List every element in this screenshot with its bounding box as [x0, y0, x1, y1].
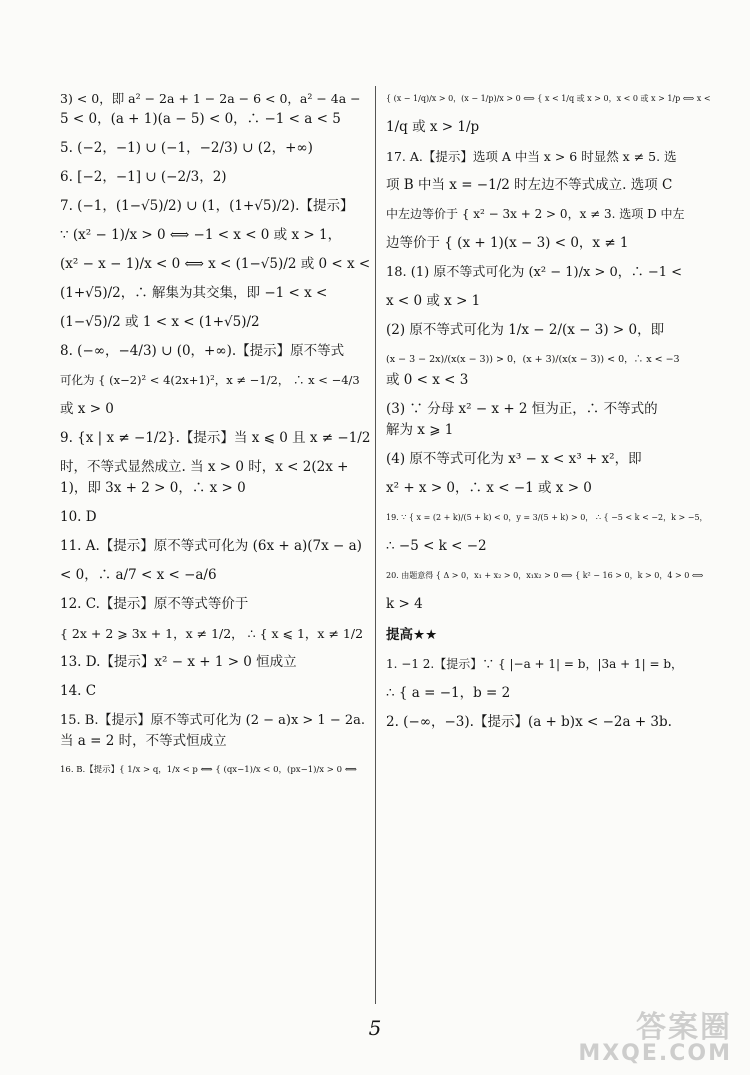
answer-line: 中左边等价于 { x² − 3x + 2 > 0，x ≠ 3. 选项 D 中左: [386, 207, 685, 221]
answer-line: (2) 原不等式可化为 1/x − 2/(x − 3) > 0，即: [386, 322, 665, 338]
answer-line: x < 0 或 x > 1: [386, 293, 481, 309]
answer-line: (1−√5)/2 或 1 < x < (1+√5)/2: [60, 314, 260, 330]
answer-line: (3) ∵ 分母 x² − x + 2 恒为正，∴ 不等式的: [386, 401, 658, 417]
answer-line: { (x − 1/q)/x > 0，(x − 1/p)/x > 0 ⟺ { x < 1/q 或 x > 0，x < 0 或 x > 1/p ⟺ x <: [386, 94, 711, 103]
answer-line: ∴ −5 < k < −2: [386, 538, 487, 554]
section-heading: 提高★★: [386, 627, 438, 643]
answer-12: 12. C.【提示】原不等式等价于: [60, 596, 249, 612]
answer-line: 1)，即 3x + 2 > 0，∴ x > 0: [60, 480, 246, 496]
answer-8: 8. (−∞，−4/3) ∪ (0，+∞).【提示】原不等式: [60, 343, 345, 359]
watermark-text: 答案圈: [636, 1010, 732, 1045]
answer-14: 14. C: [60, 683, 97, 699]
answer-18: 18. (1) 原不等式可化为 (x² − 1)/x > 0，∴ −1 <: [386, 265, 683, 280]
answer-11: 11. A.【提示】原不等式可化为 (6x + a)(7x − a): [60, 538, 362, 554]
answer-line: (x − 3 − 2x)/(x(x − 3)) > 0，(x + 3)/(x(x − 3)) < 0，∴ x < −3: [386, 354, 680, 365]
answer-line: 当 a = 2 时，不等式恒成立: [60, 733, 227, 749]
watermark: [578, 1010, 732, 1067]
answer-line: (x² − x − 1)/x < 0 ⟺ x < (1−√5)/2 或 0 < x <: [60, 256, 371, 272]
answer-line: { 2x + 2 ⩾ 3x + 1，x ≠ 1/2， ∴ { x ⩽ 1，x ≠ 1/2: [60, 626, 364, 641]
answer-advanced-1: 1. −1 2.【提示】∵ { |−a + 1| = b，|3a + 1| = b，: [386, 657, 684, 671]
column-divider: [375, 86, 376, 1004]
answer-line: (1+√5)/2，∴ 解集为其交集，即 −1 < x <: [60, 285, 328, 301]
answer-line: 1/q 或 x > 1/p: [386, 119, 480, 135]
answer-13: 13. D.【提示】x² − x + 1 > 0 恒成立: [60, 654, 297, 670]
answer-line: ∵ (x² − 1)/x > 0 ⟺ −1 < x < 0 或 x > 1，: [60, 227, 342, 243]
answer-line: 可化为 { (x−2)² < 4(2x+1)²，x ≠ −1/2， ∴ x < −4/3: [60, 373, 360, 387]
answer-advanced-2: 2. (−∞，−3).【提示】(a + b)x < −2a + 3b.: [386, 714, 672, 730]
answer-6: 6. [−2，−1] ∪ (−2/3，2): [60, 169, 227, 185]
answer-10: 10. D: [60, 509, 97, 525]
answer-20: 20. 由题意得 { Δ > 0，x₁ + x₂ > 0，x₁x₂ > 0 ⟺ { k² − 16 > 0，k > 0，4 > 0 ⟺: [386, 571, 704, 580]
answer-19: 19. ∵ { x = (2 + k)/(5 + k) < 0，y = 3/(5 + k) > 0， ∴ { −5 < k < −2，k > −5，: [386, 513, 708, 522]
answer-line: 或 0 < x < 3: [386, 372, 469, 388]
answer-7: 7. (−1，(1−√5)/2) ∪ (1，(1+√5)/2).【提示】: [60, 198, 354, 214]
answer-line: 边等价于 { (x + 1)(x − 3) < 0，x ≠ 1: [386, 235, 629, 251]
answer-line: x² + x > 0，∴ x < −1 或 x > 0: [386, 480, 592, 496]
right-column: [386, 88, 711, 733]
answer-9: 9. {x | x ≠ −1/2}.【提示】当 x ⩽ 0 且 x ≠ −1/2: [60, 430, 371, 446]
answer-line: 项 B 中当 x = −1/2 时左边不等式成立. 选项 C: [386, 177, 673, 193]
answer-line: ∴ { a = −1，b = 2: [386, 685, 511, 701]
answer-line: k > 4: [386, 596, 423, 612]
answer-line: 解为 x ⩾ 1: [386, 422, 454, 438]
answer-17: 17. A.【提示】选项 A 中当 x > 6 时显然 x ≠ 5. 选: [386, 149, 677, 164]
left-column: [60, 88, 370, 781]
answer-15: 15. B.【提示】原不等式可化为 (2 − a)x > 1 − 2a.: [60, 713, 366, 728]
answer-line: 或 x > 0: [60, 401, 114, 417]
answer-line: (4) 原不等式可化为 x³ − x < x³ + x²，即: [386, 451, 642, 467]
answer-5: 5. (−2，−1) ∪ (−1，−2/3) ∪ (2，+∞): [60, 140, 313, 156]
answer-line: 5 < 0，(a + 1)(a − 5) < 0，∴ −1 < a < 5: [60, 111, 341, 127]
answer-line: 3) < 0，即 a² − 2a + 1 − 2a − 6 < 0，a² − 4a −: [60, 91, 361, 106]
answer-line: 时，不等式显然成立. 当 x > 0 时，x < 2(2x +: [60, 459, 349, 475]
answer-16: 16. B.【提示】{ 1/x > q，1/x < p ⟺ { (qx−1)/x < 0，(px−1)/x > 0 ⟺: [60, 765, 357, 775]
watermark-url: MXQE.COM: [578, 1041, 732, 1066]
page-number: 5: [368, 1016, 382, 1040]
answer-line: < 0，∴ a/7 < x < −a/6: [60, 567, 217, 583]
